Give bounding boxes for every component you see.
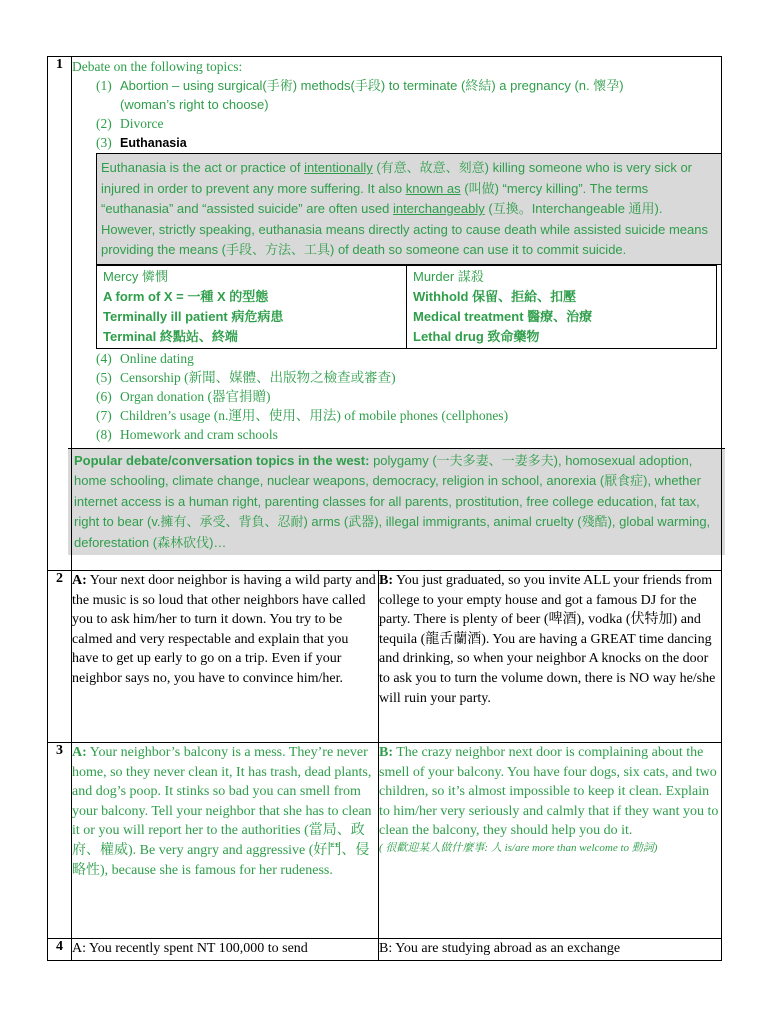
role-text: Your next door neighbor is having a wild party and the music is so loud that other neighbors have called you to ask him/her to turn it down. You try to be calmed and very respectable and explain that you have to get up early to go on a trip. Even if your neighbor says no, you have to convince him/her. [72, 573, 376, 686]
vocab-item: A form of X = 一種 X 的型態 [103, 288, 269, 304]
topic-number: (6) [96, 388, 112, 404]
def-text: (有意、故意、刻意) killing someone who is very sick or injured in order to prevent any more suffering. It also [101, 160, 693, 196]
intro-text: Debate on the following topics: [72, 59, 243, 74]
topic-1-continuation: (woman’s right to choose) [120, 97, 269, 112]
role-a-cell: A: You recently spent NT 100,000 to send [72, 939, 379, 961]
def-underlined: intentionally [304, 160, 373, 175]
topic-8 [72, 425, 721, 444]
row-2 [48, 571, 722, 743]
role-b-cell [379, 743, 722, 939]
role-label: A: [72, 573, 87, 588]
topic-text: Divorce [120, 116, 164, 131]
topic-7 [72, 406, 721, 425]
topic-2 [72, 114, 721, 133]
topic-number: (1) [96, 78, 112, 93]
role-label: A: [72, 745, 87, 760]
vocab-item: Terminally ill patient 病危病患 [103, 308, 284, 324]
role-text: You just graduated, so you invite ALL your friends from college to your empty house and got a famous DJ for the party. There is plenty of beer (啤酒), vodka (伏特加) and tequila (龍舌蘭酒). You are having a GREAT time dancing and drinking, so when your neighbor A knocks on the door to ask you to turn the volume down, there is NO way he/she will ruin your party. [379, 573, 716, 706]
vocab-row [97, 265, 717, 348]
topic-number: (7) [96, 407, 112, 423]
vocab-item: Terminal 終點站、終端 [103, 328, 238, 344]
role-text: The crazy neighbor next door is complaining about the smell of your balcony. You have four dogs, six cats, and two children, so it’s almost impossible to keep it clean. Explain to him/her very seriously and calmly that if they want you to clean the balcony, they should help you do it. [379, 745, 719, 839]
role-text: Your neighbor’s balcony is a mess. They’re never home, so they never clean it, It has trash, dead plants, and dog’s poop. It stinks so bad you can smell from your balcony. Tell your neighbor that she has to clean it or you will report her to the authorities (當局、政府、權威). Be very angry and aggressive (好鬥、侵略性), because she is famous for her rudeness. [72, 745, 372, 878]
topic-number: (4) [96, 350, 112, 366]
row-1-content [72, 57, 722, 571]
role-label: B: [379, 745, 393, 760]
role-b-cell [379, 571, 722, 743]
topic-text: Censorship (新聞、媒體、出版物之檢查或審查) [120, 369, 396, 385]
topic-text: Euthanasia [120, 136, 187, 150]
vocab-table [96, 265, 717, 349]
topic-text: Homework and cram schools [120, 426, 278, 442]
vocab-item: Withhold 保留、拒給、扣壓 [413, 288, 577, 304]
row-number: 3 [48, 743, 72, 939]
vocab-item: Mercy 憐憫 [103, 268, 169, 284]
role-label: B: [379, 573, 393, 588]
popular-topics-text: polygamy (一夫多妻、一妻多夫), homosexual adoption, home schooling, climate change, nuclear weapons, democracy, religion in school, anorexia (厭食症), whether internet access is a human right, parenting classes for all parents, prostitution, free college education, fat tax, right to bear (v.擁有、承受、背負、忍耐) arms (武器), illegal immigrants, animal cruelty (殘酷), global warming, deforestation (森林砍伐)… [74, 452, 711, 550]
topic-text: Organ donation (器官捐贈) [120, 388, 271, 404]
def-text: (互換。Interchangeable 通用). However, strictly speaking, euthanasia means directly acting to cause death while assisted suicide means providing the means (手段、方法、工具) of death so someone can use it to commit suicide. [101, 201, 708, 257]
role-a-cell [72, 743, 379, 939]
topic-text: Online dating [120, 350, 194, 366]
vocab-left-column [97, 265, 407, 348]
def-underlined: known as [405, 180, 461, 196]
topics-table [47, 56, 722, 961]
popular-topics-label: Popular debate/conversation topics in the west: [74, 452, 370, 468]
topic-number: (2) [96, 116, 112, 131]
topic-number: (8) [96, 426, 112, 442]
topic-5 [72, 368, 721, 387]
row-number: 1 [48, 57, 72, 571]
vocab-item: Lethal drug 致命藥物 [413, 328, 540, 344]
popular-topics-box [68, 448, 725, 556]
def-underlined: interchangeably [392, 201, 485, 216]
row-4 [48, 939, 722, 961]
vocab-right-column [407, 265, 717, 348]
row-3 [48, 743, 722, 939]
grammar-note: ( 很歡迎某人做什麼事: 人 is/are more than welcome to 動詞) [379, 841, 658, 854]
def-text: Euthanasia is the act or practice of [101, 160, 305, 175]
row-number: 4 [48, 939, 72, 961]
topic-3 [72, 133, 721, 153]
euthanasia-definition [96, 153, 722, 265]
vocab-item: Medical treatment 醫療、治療 [413, 308, 593, 324]
topic-number: (3) [96, 135, 112, 150]
role-a-cell [72, 571, 379, 743]
row-1 [48, 57, 722, 571]
vocab-item: Murder 謀殺 [413, 268, 484, 284]
worksheet [47, 56, 721, 961]
topic-6 [72, 387, 721, 406]
topic-text: Abortion – using surgical(手術) methods(手段) to terminate (終結) a pregnancy (n. 懷孕) [120, 78, 624, 93]
topic-text: Children’s usage (n.運用、使用、用法) of mobile phones (cellphones) [120, 407, 509, 423]
topic-number: (5) [96, 369, 112, 385]
row-number: 2 [48, 571, 72, 743]
topic-4 [72, 349, 721, 368]
topic-1 [72, 76, 721, 95]
def-text: (叫做) “mercy killing”. The terms “euthanasia” and “assisted suicide” are often used [101, 180, 649, 216]
role-b-cell: B: You are studying abroad as an exchange [379, 939, 722, 961]
